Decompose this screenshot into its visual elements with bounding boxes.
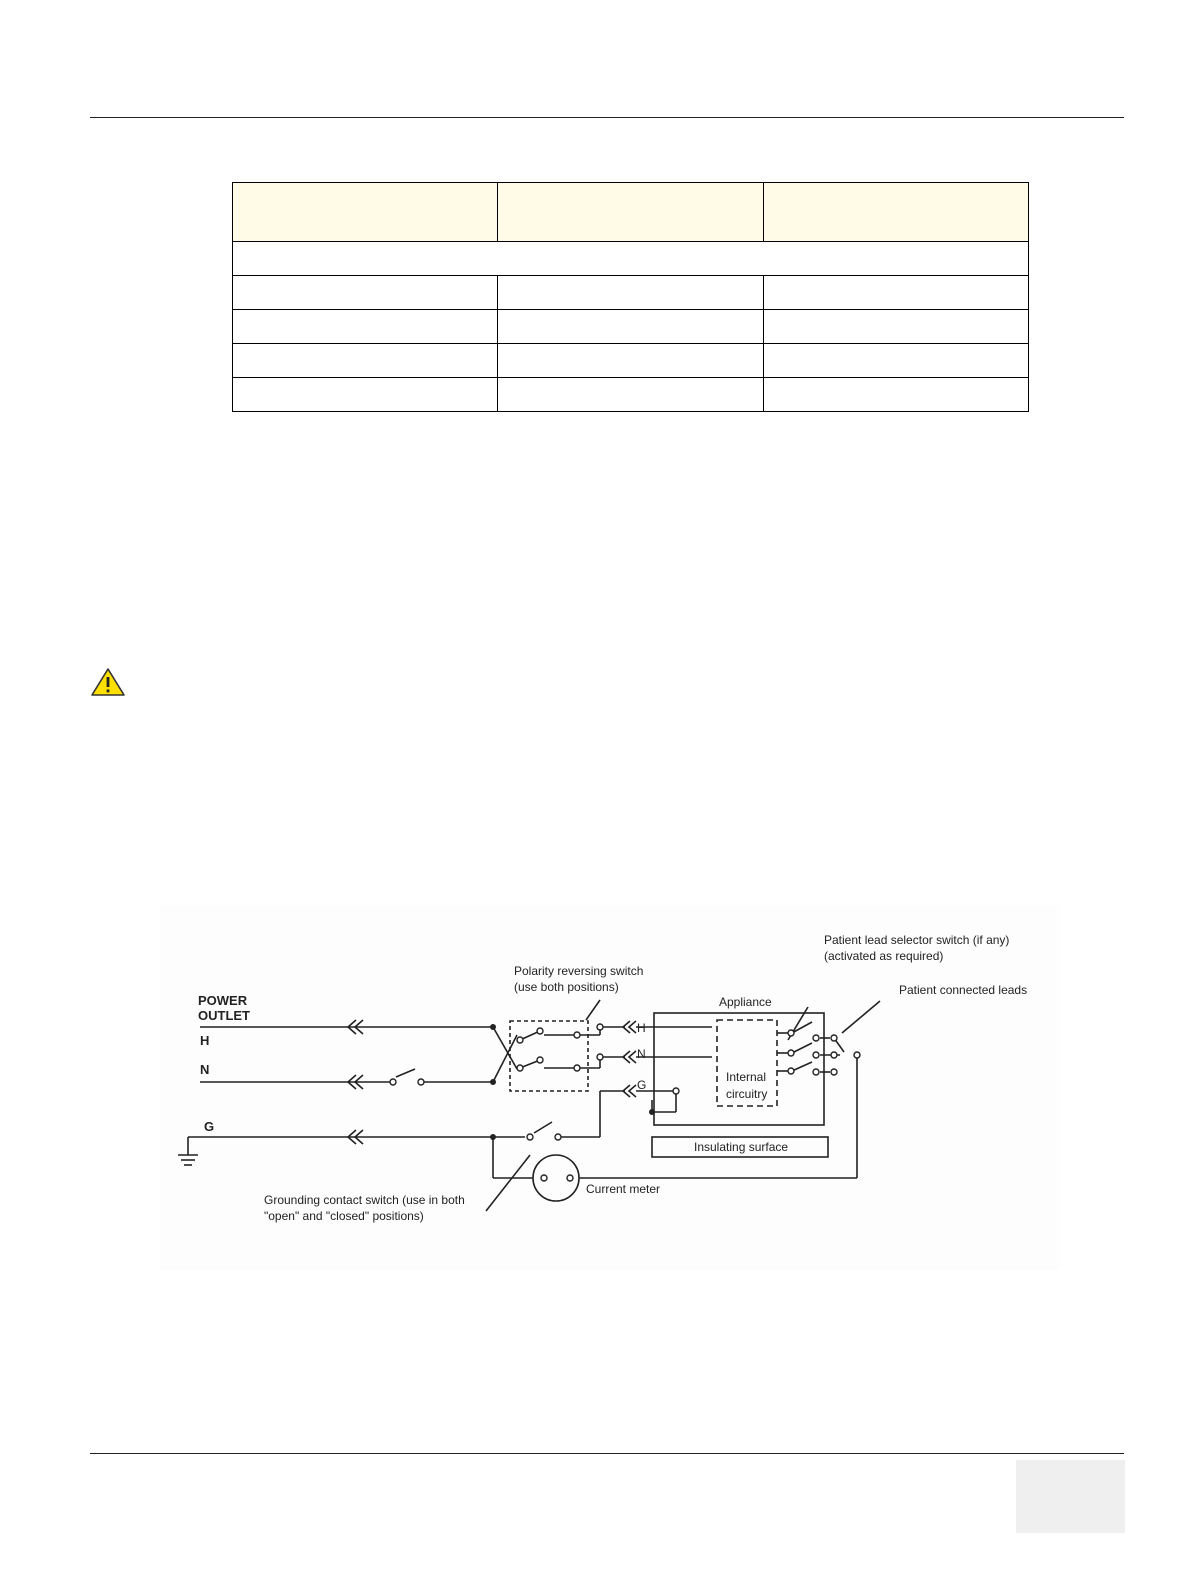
table-cell	[233, 276, 498, 310]
circuit-diagram	[160, 905, 1060, 1270]
table-cell	[498, 378, 763, 412]
table-cell	[498, 310, 763, 344]
table-cell	[763, 344, 1028, 378]
patient-leads-label: Patient connected leads	[899, 983, 1028, 997]
outlet-g-label: G	[204, 1119, 215, 1134]
table-row	[233, 378, 1029, 412]
page-number-tab	[1016, 1460, 1125, 1533]
grounding-switch-label: Grounding contact switch (use in both	[264, 1193, 465, 1207]
outlet-n-label: N	[200, 1062, 210, 1077]
current-meter-label: Current meter	[586, 1182, 661, 1196]
power-outlet-label: POWER	[198, 993, 248, 1008]
warning-icon	[90, 667, 126, 697]
power-outlet-label: OUTLET	[198, 1008, 250, 1023]
table-header-cell	[498, 183, 763, 242]
table-cell	[498, 344, 763, 378]
appliance-n-label: N	[637, 1047, 646, 1061]
table-cell	[763, 310, 1028, 344]
table-section-cell	[233, 242, 1029, 276]
table-section-row	[233, 242, 1029, 276]
table-cell	[233, 310, 498, 344]
appliance-g-label: G	[637, 1078, 647, 1092]
header-rule	[90, 117, 1124, 118]
table-row	[233, 344, 1029, 378]
footer-rule	[90, 1453, 1124, 1454]
appliance-label: Appliance	[719, 995, 772, 1009]
leakage-test-diagram	[160, 905, 1060, 1270]
spec-table	[232, 182, 1029, 412]
insulating-surface-label: Insulating surface	[694, 1140, 789, 1154]
table-row	[233, 310, 1029, 344]
lead-selector-label: Patient lead selector switch (if any)	[824, 933, 1010, 947]
table-cell	[233, 344, 498, 378]
table-header-row	[233, 183, 1029, 242]
table-cell	[498, 276, 763, 310]
table-cell	[763, 276, 1028, 310]
outlet-h-label: H	[200, 1033, 210, 1048]
internal-circuitry-label: circuitry	[726, 1087, 768, 1101]
table-header-cell	[763, 183, 1028, 242]
table-row	[233, 276, 1029, 310]
table-header-cell	[233, 183, 498, 242]
grounding-switch-label: "open" and "closed" positions)	[264, 1209, 424, 1223]
polarity-switch-label: Polarity reversing switch	[514, 964, 644, 978]
lead-selector-label: (activated as required)	[824, 949, 944, 963]
table-cell	[233, 378, 498, 412]
polarity-switch-label: (use both positions)	[514, 980, 619, 994]
table-cell	[763, 378, 1028, 412]
internal-circuitry-label: Internal	[726, 1070, 767, 1084]
appliance-h-label: H	[637, 1021, 646, 1035]
